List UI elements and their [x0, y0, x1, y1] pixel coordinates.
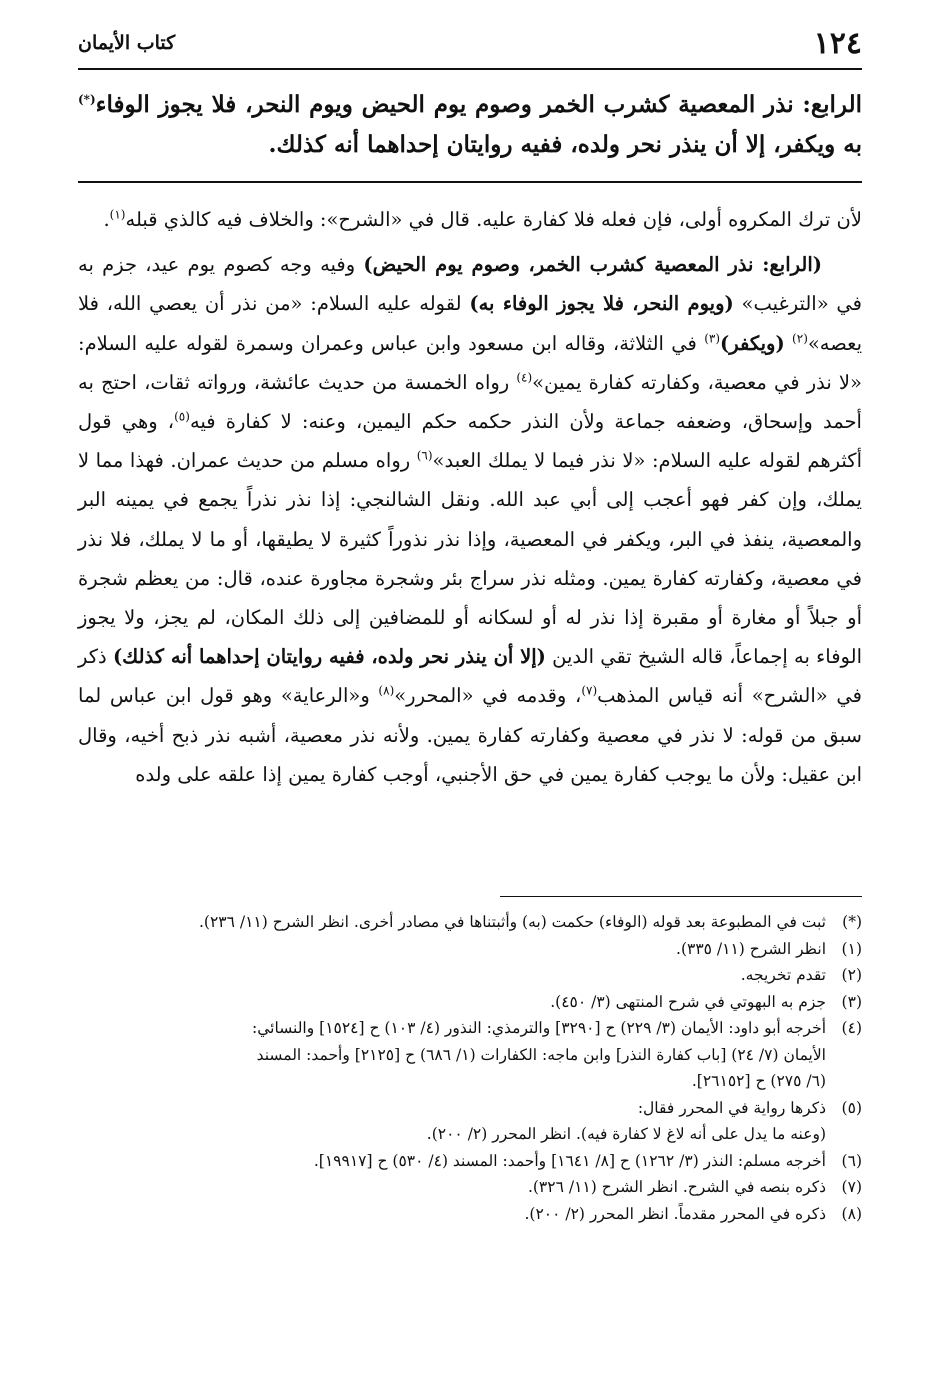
commentary-text: لقوله عليه السلام: «من نذر أن يعصي الله، فلا يعصه»	[78, 292, 863, 355]
footnote-line: ذكره بنصه في الشرح. انظر الشرح (١١/ ٣٢٦).	[527, 1178, 826, 1196]
footnote	[78, 1015, 862, 1095]
footnote-ref: (١)	[109, 207, 126, 222]
commentary-text: .	[103, 208, 110, 231]
commentary-text	[785, 332, 792, 355]
footnote-ref: (٨)	[378, 683, 395, 698]
footnote-line: ذكرها رواية في المحرر فقال:	[637, 1098, 826, 1117]
footnote-ref: (٣)	[704, 331, 721, 346]
footnote-text	[78, 1174, 826, 1201]
main-text-divider	[78, 181, 862, 183]
footnote-ref: (٤)	[516, 370, 533, 385]
quoted-matn: (الرابع: نذر المعصية كشرب الخمر، وصوم يوم الحيض)	[363, 253, 822, 277]
footnote-label: (٥)	[841, 1098, 862, 1117]
footnote-label: (٧)	[841, 1178, 862, 1196]
quoted-matn: (ويكفر)	[720, 331, 785, 355]
commentary-text: ، وقدمه في «المحرر»	[394, 684, 582, 708]
footnote-line: ثبت في المطبوعة بعد قوله (الوفاء) حكمت (به) وأثبتناها في مصادر أخرى. انظر الشرح (١١/ ٢٣٦).	[198, 913, 826, 931]
commentary-text: رواه مسلم من حديث عمران. فهذا مما لا يملك، وإن كفر فهو أعجب إلى أبي عبد الله. ونقل الشالنجي: إذا نذر نذراً يجمع في يمينه البر والمعصية، ينفذ في البر، ويكفر في المعصية، وإذا نذر نذوراً كثيرة لا يطيقها، أو ما لا يملك، فلا نذر في معصية، وكفارته كفارة يمين. ومثله نذر سراج بئر وشجرة مجاورة عنده، قال: من يعظم شجرة أو جبلاً أو مغارة أو مقبرة إذا نذر له أو لسكانه أو للمضافين إلى ذلك المكان، لم يجز، ولا يجوز الوفاء به إجماعاً، قاله الشيخ تقي الدين	[78, 449, 862, 669]
commentary-text: رواه الخمسة من حديث عائشة، ورواته ثقات، احتج به أحمد وإسحاق، وضعفه جماعة ولأن النذر حكمه حكم اليمين، وعنه: لا كفارة فيه	[78, 370, 862, 434]
footnote	[78, 1148, 862, 1175]
quoted-matn: (ويوم النحر، فلا يجوز الوفاء به)	[469, 292, 734, 316]
footnote-line: (٦/ ٢٧٥) ح [٢٦١٥٢].	[691, 1072, 826, 1090]
footnote-label: (٦)	[841, 1151, 862, 1170]
footnote	[78, 1095, 862, 1148]
main-text-line: به ويكفر، إلا أن ينذر نحر ولده، ففيه روايتان إحداهما أنه كذلك.	[268, 131, 862, 158]
main-text	[78, 85, 862, 165]
commentary-text: ذكر في «الشرح» أنه قياس المذهب	[78, 645, 862, 708]
commentary-text: لأن ترك المكروه أولى، فإن فعله فلا كفارة عليه. قال في «الشرح»: والخلاف فيه كالذي قبله	[125, 208, 862, 231]
commentary-text: و«الرعاية» وهو قول ابن عباس لما سبق من قوله: لا نذر في معصية وكفارته كفارة يمين. ولأنه نذر معصية، أشبه نذر ذبح أخيه، وقال ابن عقيل: ولأن ما يوجب كفارة يمين في حق الأجنبي، أوجب كفارة يمين إذا علقه على ولده	[78, 684, 862, 786]
footnote-text	[78, 1148, 826, 1175]
footnote-ref: (٢)	[792, 331, 808, 346]
footnote-ref: (٥)	[174, 409, 190, 424]
footnote-line: جزم به البهوتي في شرح المنتهى (٣/ ٤٥٠).	[550, 992, 826, 1011]
commentary-text: ، وهي قول أكثرهم لقوله عليه السلام: «لا نذر فيما لا يملك العبد»	[78, 410, 862, 473]
footnote-label: (٨)	[841, 1204, 862, 1223]
footnote-label: (١)	[841, 939, 862, 958]
footnote-label: (٤)	[841, 1019, 862, 1037]
footnote-label: (٢)	[841, 966, 862, 984]
page-header	[78, 22, 862, 70]
footnote-text	[78, 1095, 826, 1148]
commentary-paragraph	[78, 245, 862, 794]
footnote-line: انظر الشرح (١١/ ٣٣٥).	[676, 939, 826, 958]
footnote	[78, 909, 862, 936]
commentary-paragraph	[78, 200, 862, 239]
footnote	[78, 1174, 862, 1201]
footnote	[78, 962, 862, 989]
main-text-line: الوفاء	[95, 91, 150, 118]
commentary-text: في الثلاثة، وقاله ابن مسعود وابن عباس وعمران وسمرة لقوله عليه السلام: «لا نذر في معصية، وكفارته كفارة يمين»	[78, 331, 862, 394]
footnote-line: الأيمان (٧/ ٢٤) [باب كفارة النذر] وابن ماجه: الكفارات (١/ ٦٨٦) ح [٢١٢٥] وأحمد: المسند	[256, 1045, 826, 1064]
footnote-text	[78, 989, 826, 1016]
footnote-text	[78, 909, 826, 936]
footnote-line: تقدم تخريجه.	[740, 966, 826, 984]
book-title: كتاب الأيمان	[78, 32, 176, 54]
footnote-text	[78, 1201, 826, 1228]
footnote	[78, 989, 862, 1016]
footnote-label: (*)	[842, 913, 862, 931]
footnote-line: أخرجه أبو داود: الأيمان (٣/ ٢٢٩) ح [٣٢٩٠] والترمذي: النذور (٤/ ١٠٣) ح [١٥٢٤] والنسائي:	[252, 1019, 826, 1037]
page-number: ١٢٤	[813, 26, 862, 61]
footnote-divider	[500, 896, 862, 897]
commentary	[78, 200, 862, 794]
quoted-matn: (إلا أن ينذر نحر ولده، ففيه روايتان إحداهما أنه كذلك)	[112, 645, 546, 669]
footnote-label: (٣)	[841, 992, 862, 1011]
commentary-text: وفيه وجه كصوم يوم عيد، جزم به في «الترغيب»	[78, 253, 862, 316]
footnote	[78, 936, 862, 963]
footnote-ref: (٧)	[581, 683, 598, 698]
footnote-text	[78, 936, 826, 963]
footnote	[78, 1201, 862, 1228]
footnote-marker: (*)	[78, 92, 96, 107]
footnote-line: ذكره في المحرر مقدماً. انظر المحرر (٢/ ٢٠٠).	[524, 1204, 826, 1223]
footnote-text	[78, 1015, 826, 1095]
footnote-ref: (٦)	[416, 448, 433, 463]
footnote-line: أخرجه مسلم: النذر (٣/ ١٢٦٢) ح [٨/ ١٦٤١] وأحمد: المسند (٤/ ٥٣٠) ح [١٩٩١٧].	[313, 1151, 826, 1170]
footnote-text	[78, 962, 826, 989]
main-text-line: الرابع: نذر المعصية كشرب الخمر وصوم يوم الحيض ويوم النحر، فلا يجوز	[158, 91, 862, 118]
footnote-line: (وعنه ما يدل على أنه لاغ لا كفارة فيه). انظر المحرر (٢/ ٢٠٠).	[426, 1125, 826, 1143]
footnotes	[78, 909, 862, 1227]
